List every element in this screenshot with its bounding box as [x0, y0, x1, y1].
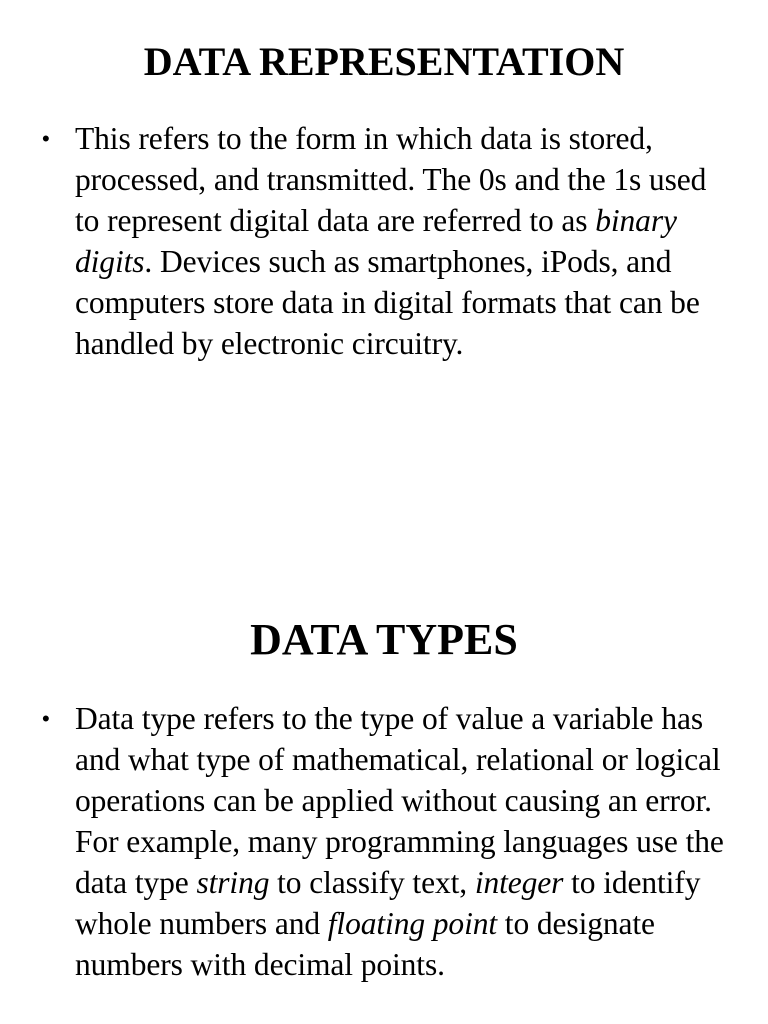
paragraph-text: to designate numbers with decimal points.	[75, 905, 655, 982]
emphasis-term: binary digits	[75, 202, 677, 279]
paragraph-text: Data type refers to the type of value a variable has and what type of mathematical, relational or logical operations can be applied without causing an error. For example, many programming languages use the data type	[75, 700, 724, 900]
slide-title: DATA REPRESENTATION	[143, 39, 625, 84]
emphasis-term: integer	[474, 864, 564, 900]
bullet-item	[0, 118, 768, 364]
paragraph-text: This refers to the form in which data is stored, processed, and transmitted. The 0s and the 1s used to represent digital data are referred to as	[75, 120, 707, 238]
emphasis-term: string	[196, 864, 270, 900]
bullet-dot-icon: •	[42, 705, 50, 731]
paragraph-text: to identify whole numbers and	[75, 864, 701, 941]
slide-data-types	[0, 610, 768, 1016]
bullet-item	[0, 698, 768, 985]
bullet-dot-icon: •	[42, 125, 50, 151]
paragraph-text: to classify text,	[269, 864, 475, 900]
slide-title: DATA TYPES	[250, 615, 518, 664]
slide-data-representation	[0, 0, 768, 395]
paragraph-text: . Devices such as smartphones, iPods, and computers store data in digital formats that can be handled by electronic circuitry.	[75, 243, 700, 361]
emphasis-term: floating point	[327, 905, 498, 941]
bullet-paragraph	[75, 698, 725, 985]
bullet-paragraph	[75, 118, 725, 364]
